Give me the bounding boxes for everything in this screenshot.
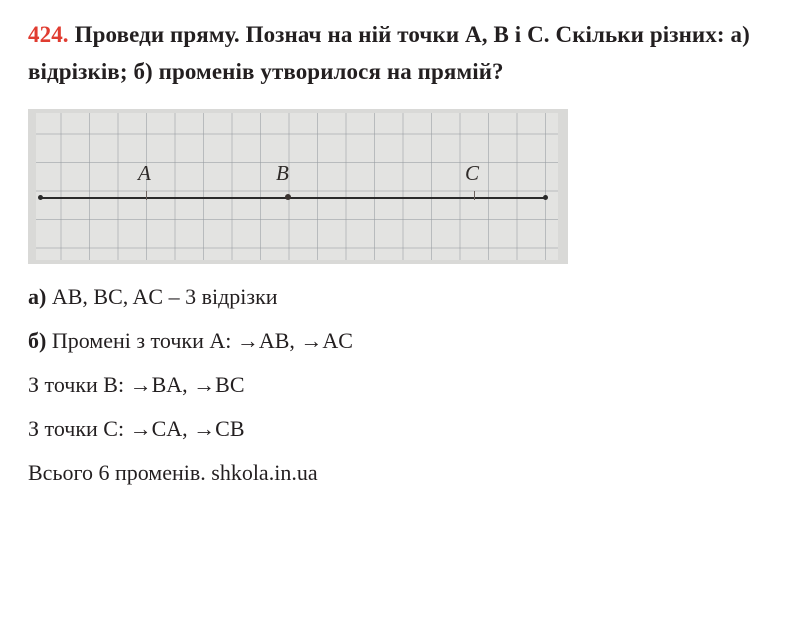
graph-paper-grid — [36, 113, 558, 260]
answer-marker: б) — [28, 327, 47, 353]
figure-photo — [28, 109, 568, 264]
answer-line — [28, 283, 772, 309]
answer-text: AB, BC, AC – 3 відрізки — [46, 283, 278, 309]
point-label-b: B — [276, 160, 289, 185]
point-label-c: C — [465, 160, 480, 185]
answer-line — [28, 327, 772, 353]
task-statement — [28, 16, 772, 91]
task-number: 424. — [28, 22, 69, 47]
answers-block — [28, 283, 772, 485]
answer-line — [28, 371, 772, 397]
point-label-a: A — [138, 160, 151, 185]
answer-text: Всього 6 променів. shkola.in.ua — [28, 459, 318, 485]
task-text: Проведи пряму. Познач на ній точки A, B і C. Скільки різних: а) відрізків; б) променів утворилося на прямій? — [28, 22, 750, 85]
answer-text: Промені з точки A: →AB, →AC — [46, 327, 353, 353]
straight-line — [40, 197, 546, 199]
answer-marker: а) — [28, 283, 47, 309]
point-dot-b — [285, 194, 291, 200]
answer-text: З точки B: →BA, →BC — [28, 371, 245, 397]
answer-text: З точки C: →CA, →CB — [28, 415, 245, 441]
answer-line-total — [28, 459, 772, 485]
answer-line — [28, 415, 772, 441]
